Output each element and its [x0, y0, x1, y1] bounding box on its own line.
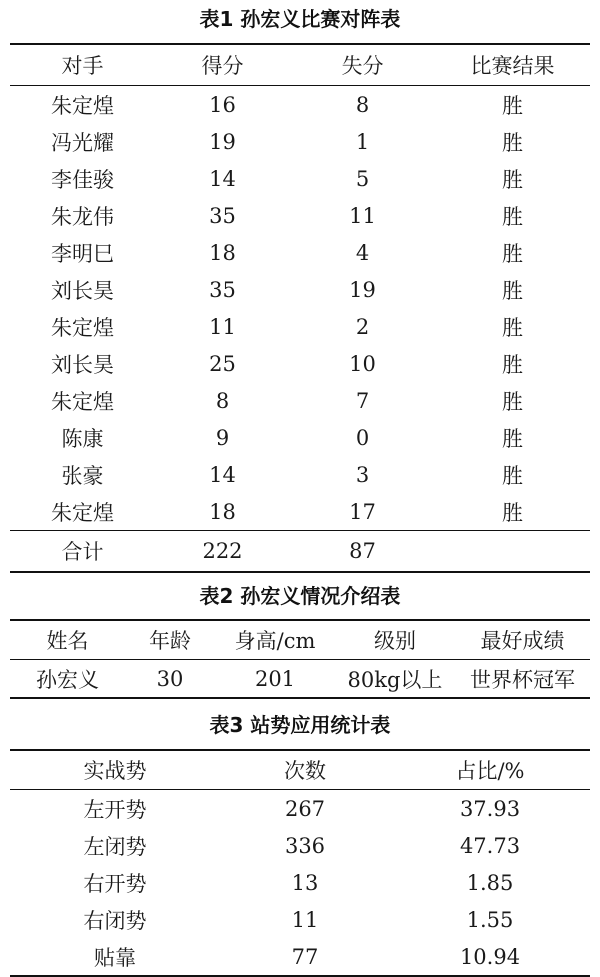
- table1-cell: 朱定煌: [51, 315, 114, 340]
- table3-cell: 336: [284, 833, 326, 858]
- table1-cell: 胜: [502, 315, 523, 340]
- table-row: [10, 827, 590, 864]
- table3-caption: 表3 站势应用统计表: [209, 713, 391, 737]
- table-row: [10, 271, 590, 308]
- table1-cell: 李佳骏: [51, 167, 114, 192]
- table1-cell: 朱定煌: [51, 93, 114, 118]
- table1: [10, 43, 590, 573]
- table1-cell: 17: [349, 499, 376, 524]
- table3-cell: 11: [291, 907, 319, 932]
- table1-cell: 胜: [502, 130, 523, 155]
- table1-cell: 陈康: [61, 426, 104, 451]
- table1-cell: 李明巳: [51, 241, 114, 266]
- table3-cell: 贴靠: [94, 945, 136, 970]
- table1-cell: 胜: [502, 500, 523, 525]
- table2-header-row: [10, 620, 590, 660]
- table1-total-cell: 合计: [10, 531, 155, 573]
- table1-cell: 胜: [502, 278, 523, 303]
- table1-header-cell: 比赛结果: [470, 54, 555, 78]
- table1-header-row: [10, 44, 590, 86]
- table-row: [10, 456, 590, 493]
- table1-header-cell: 失分: [341, 54, 384, 78]
- table1-cell: 胜: [502, 93, 523, 118]
- table1-cell: 刘长昊: [51, 352, 114, 377]
- table1-cell: 16: [209, 92, 236, 117]
- table1-cell: 4: [355, 240, 370, 265]
- table3-header-cell: 实战势: [83, 759, 147, 783]
- table1-total-cell: 87: [290, 531, 435, 573]
- table1-cell: 朱龙伟: [51, 204, 114, 229]
- table-row: [10, 123, 590, 160]
- table1-cell: 8: [215, 388, 230, 413]
- table3-cell: 左闭势: [83, 834, 147, 859]
- table3-header-cell: 次数: [284, 759, 326, 783]
- table-row: [10, 197, 590, 234]
- table3-cell: 10.94: [459, 944, 521, 969]
- table-row: [10, 382, 590, 419]
- table1-cell: 胜: [502, 352, 523, 377]
- table3-cell: 13: [291, 870, 319, 895]
- table2-header-cell: 最好成绩: [480, 629, 565, 653]
- table2-header-cell: 姓名: [46, 629, 89, 653]
- table1-cell: 35: [209, 277, 236, 302]
- table1-cell: 胜: [502, 426, 523, 451]
- table1-cell: 2: [355, 314, 370, 339]
- table1-cell: 11: [349, 203, 376, 228]
- table1-cell: 刘长昊: [51, 278, 114, 303]
- table2-cell: 世界杯冠军: [470, 667, 575, 692]
- table3-header-row: [10, 750, 590, 790]
- table1-total-row: [10, 531, 590, 573]
- table1-cell: 35: [209, 203, 236, 228]
- table1-cell: 19: [349, 277, 376, 302]
- table3-header-cell: 占比/%: [455, 759, 525, 783]
- table1-cell: 19: [209, 129, 236, 154]
- table3-cell: 左开势: [83, 797, 147, 822]
- table1-cell: 7: [355, 388, 370, 413]
- table1-cell: 冯光耀: [51, 130, 114, 155]
- table1-cell: 1: [355, 129, 370, 154]
- table1-cell: 14: [209, 166, 236, 191]
- table-row: [10, 345, 590, 382]
- table1-cell: 5: [355, 166, 370, 191]
- table-row: [10, 901, 590, 938]
- table1-cell: 9: [215, 425, 230, 450]
- table2-header-cell: 身高/cm: [234, 629, 316, 653]
- table2-header-cell: 级别: [374, 629, 416, 653]
- table3-cell: 37.93: [459, 796, 521, 821]
- table1-cell: 14: [209, 462, 236, 487]
- table1-header-cell: 对手: [61, 54, 104, 78]
- table3-cell: 267: [284, 796, 326, 821]
- table-row: [10, 160, 590, 197]
- table1-cell: 25: [209, 351, 236, 376]
- table1-cell: 胜: [502, 204, 523, 229]
- table2-header-cell: 年龄: [149, 629, 191, 653]
- table2-cell: 30: [156, 666, 184, 691]
- table-row: [10, 790, 590, 828]
- table2: [10, 619, 590, 699]
- table1-cell: 3: [355, 462, 370, 487]
- table1-cell: 胜: [502, 241, 523, 266]
- table1-cell: 18: [209, 499, 236, 524]
- table-row: [10, 938, 590, 976]
- table1-cell: 10: [349, 351, 376, 376]
- table1-cell: 胜: [502, 463, 523, 488]
- table3-cell: 右闭势: [83, 908, 147, 933]
- table1-cell: 朱定煌: [51, 500, 114, 525]
- table-row: [10, 660, 590, 699]
- table1-total-cell: 222: [155, 531, 290, 573]
- table2-cell: 80kg以上: [347, 667, 443, 692]
- table-row: [10, 234, 590, 271]
- table1-cell: 胜: [502, 389, 523, 414]
- table2-cell: 孙宏义: [36, 667, 99, 692]
- table1-cell: 8: [355, 92, 370, 117]
- table1-cell: 张豪: [61, 463, 104, 488]
- table2-cell: 201: [254, 666, 296, 691]
- table1-total-cell: [435, 531, 590, 573]
- table-row: [10, 493, 590, 531]
- table1-cell: 18: [209, 240, 236, 265]
- table1-cell: 0: [355, 425, 370, 450]
- table3-cell: 77: [291, 944, 319, 969]
- table-row: [10, 864, 590, 901]
- table1-cell: 朱定煌: [51, 389, 114, 414]
- table-row: [10, 86, 590, 124]
- table2-caption: 表2 孙宏义情况介绍表: [199, 584, 401, 608]
- table1-cell: 胜: [502, 167, 523, 192]
- table3-cell: 47.73: [459, 833, 521, 858]
- table3-cell: 1.85: [466, 870, 514, 895]
- table1-header-cell: 得分: [201, 54, 244, 78]
- table1-cell: 11: [209, 314, 236, 339]
- table3: [10, 749, 590, 977]
- table-row: [10, 419, 590, 456]
- table-row: [10, 308, 590, 345]
- table1-caption: 表1 孙宏义比赛对阵表: [199, 7, 401, 31]
- table3-cell: 1.55: [466, 907, 514, 932]
- table3-cell: 右开势: [83, 871, 147, 896]
